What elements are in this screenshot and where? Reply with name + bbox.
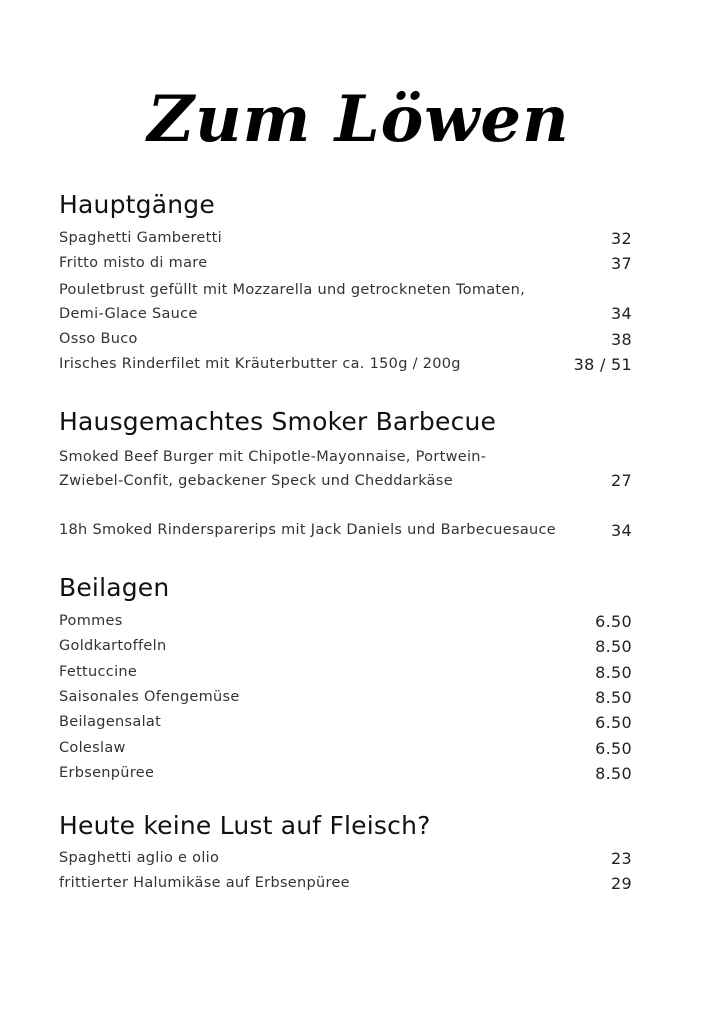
menu-item-price: 6.50 — [595, 612, 632, 631]
menu-item-price: 6.50 — [595, 739, 632, 758]
menu-item-price: 8.50 — [595, 688, 632, 707]
menu-item-price: 34 — [611, 304, 632, 323]
menu-item-price: 32 — [611, 229, 632, 248]
menu-item-name: Spaghetti aglio e olio — [59, 850, 220, 866]
menu-item-name: 18h Smoked Rindersparerips mit Jack Daniels und Barbecuesauce — [59, 522, 556, 538]
menu-item-name: Pommes — [59, 613, 123, 629]
menu-item-price: 23 — [611, 849, 632, 868]
menu-item-price: 34 — [611, 521, 632, 540]
section-heading-hauptgaenge: Hauptgänge — [59, 190, 215, 219]
menu-item-name: Coleslaw — [59, 740, 126, 756]
menu-item-price: 29 — [611, 874, 632, 893]
menu-item-price: 8.50 — [595, 637, 632, 656]
section-heading-barbecue: Hausgemachtes Smoker Barbecue — [59, 407, 497, 436]
menu-item-name: Fettuccine — [59, 664, 138, 680]
menu-item — [59, 445, 632, 493]
menu-item-name: Beilagensalat — [59, 714, 162, 730]
menu-item-name: Spaghetti Gamberetti — [59, 230, 222, 246]
menu-item-price: 8.50 — [595, 663, 632, 682]
menu-item-name: Saisonales Ofengemüse — [59, 689, 240, 705]
menu-item-name: Irisches Rinderfilet mit Kräuterbutter ca. 150g / 200g — [59, 356, 461, 372]
section-heading-beilagen: Beilagen — [59, 573, 170, 602]
menu-item-name: Erbsenpüree — [59, 765, 155, 781]
menu-item-price: 37 — [611, 254, 632, 273]
menu-item-name: Smoked Beef Burger mit Chipotle-Mayonnaise, Portwein-Zwiebel-Confit, gebackener Speck und Cheddarkäse — [59, 449, 487, 489]
menu-item-price: 38 / 51 — [573, 355, 632, 374]
menu-item-name: frittierter Halumikäse auf Erbsenpüree — [59, 875, 350, 891]
menu-item-price: 8.50 — [595, 764, 632, 783]
menu-item-price: 38 — [611, 330, 632, 349]
menu-item-name: Pouletbrust gefüllt mit Mozzarella und getrockneten Tomaten, Demi-Glace Sauce — [59, 282, 526, 322]
menu-item-price: 6.50 — [595, 713, 632, 732]
menu-item-name: Goldkartoffeln — [59, 638, 167, 654]
section-heading-vegetarian: Heute keine Lust auf Fleisch? — [59, 811, 431, 840]
menu-item-price: 27 — [611, 471, 632, 490]
menu-item-name: Fritto misto di mare — [59, 255, 208, 271]
menu-item-name: Osso Buco — [59, 331, 138, 347]
menu-item — [59, 278, 632, 326]
restaurant-title: Zum Löwen — [147, 82, 570, 157]
